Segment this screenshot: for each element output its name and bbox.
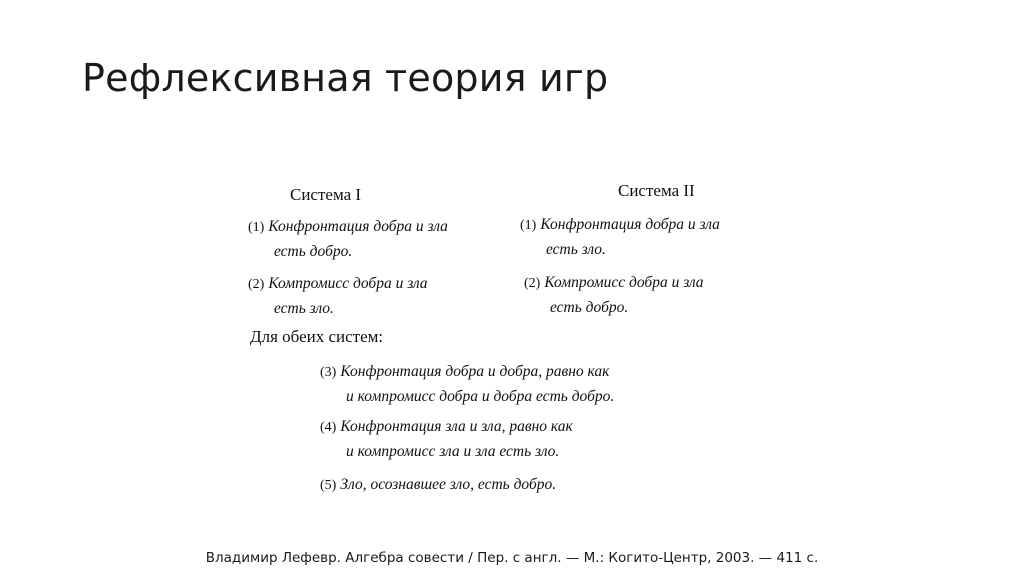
item-text-line1: Конфронтация добра и зла — [540, 216, 720, 233]
item-text-line2: есть зло. — [274, 300, 334, 317]
item-text-line1: Зло, осознавшее зло, есть добро. — [340, 476, 557, 493]
system-1-heading: Система I — [290, 185, 362, 204]
item-number: (1) — [248, 220, 265, 235]
system-1-item-1 — [248, 215, 448, 264]
scanned-excerpt — [240, 175, 800, 505]
system-2-item-2 — [524, 271, 704, 320]
item-text-line1: Конфронтация зла и зла, равно как — [340, 418, 573, 435]
item-text-line2: и компромисс зла и зла есть зло. — [346, 443, 560, 460]
item-text-line1: Компромисс добра и зла — [268, 275, 428, 292]
item-text-line2: есть добро. — [274, 243, 353, 260]
item-text-line2: и компромисс добра и добра есть добро. — [346, 388, 615, 405]
both-systems-heading: Для обеих систем: — [250, 327, 384, 346]
item-number: (3) — [320, 365, 337, 380]
both-item-3 — [320, 360, 614, 409]
item-text-line2: есть добро. — [550, 299, 629, 316]
system-2-heading: Система II — [618, 181, 695, 200]
slide-title: Рефлексивная теория игр — [82, 56, 609, 100]
item-number: (1) — [520, 218, 537, 233]
item-text-line2: есть зло. — [546, 241, 606, 258]
item-text-line1: Конфронтация добра и добра, равно как — [340, 363, 610, 380]
both-item-4 — [320, 415, 573, 464]
item-number: (4) — [320, 420, 337, 435]
item-number: (5) — [320, 478, 337, 493]
item-text-line1: Конфронтация добра и зла — [268, 218, 448, 235]
both-item-5 — [320, 473, 556, 498]
system-2-item-1 — [520, 213, 720, 262]
item-number: (2) — [248, 277, 265, 292]
item-text-line1: Компромисс добра и зла — [544, 274, 704, 291]
system-1-item-2 — [248, 272, 428, 321]
citation: Владимир Лефевр. Алгебра совести / Пер. с англ. — М.: Когито-Центр, 2003. — 411 с. — [205, 550, 819, 566]
item-number: (2) — [524, 276, 541, 291]
